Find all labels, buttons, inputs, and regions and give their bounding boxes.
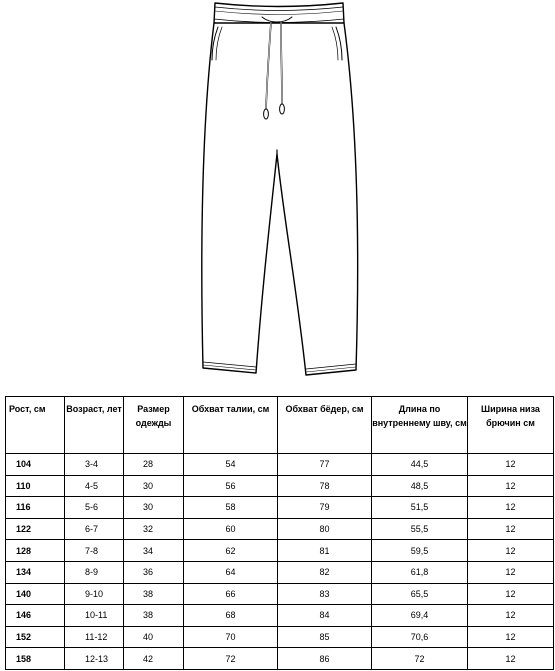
table-row — [6, 518, 554, 540]
table-row — [6, 454, 554, 476]
header-leg-width: Ширина низа брючин см — [468, 397, 554, 454]
cell-height: 104 — [6, 454, 65, 476]
cell-age: 10-11 — [65, 605, 124, 627]
cell-leg-width: 12 — [468, 497, 554, 519]
cell-waist: 72 — [184, 648, 278, 670]
cell-clothing-size: 34 — [124, 540, 184, 562]
cell-hips: 85 — [278, 626, 372, 648]
cell-inseam: 44,5 — [372, 454, 468, 476]
header-clothing-size: Размер одежды — [124, 397, 184, 454]
cell-age: 11-12 — [65, 626, 124, 648]
header-waist: Обхват талии, см — [184, 397, 278, 454]
table-header-row — [6, 397, 554, 454]
table-row — [6, 648, 554, 670]
cell-height: 122 — [6, 518, 65, 540]
header-hips: Обхват бёдер, см — [278, 397, 372, 454]
cell-age: 4-5 — [65, 475, 124, 497]
header-height: Рост, см — [6, 397, 65, 454]
cell-age: 3-4 — [65, 454, 124, 476]
cell-waist: 70 — [184, 626, 278, 648]
cell-inseam: 69,4 — [372, 605, 468, 627]
header-age: Возраст, лет — [65, 397, 124, 454]
cell-clothing-size: 32 — [124, 518, 184, 540]
cell-leg-width: 12 — [468, 475, 554, 497]
cell-hips: 83 — [278, 583, 372, 605]
cell-height: 116 — [6, 497, 65, 519]
table-row — [6, 561, 554, 583]
cell-leg-width: 12 — [468, 454, 554, 476]
table-row — [6, 475, 554, 497]
cell-hips: 81 — [278, 540, 372, 562]
cell-height: 158 — [6, 648, 65, 670]
cell-waist: 56 — [184, 475, 278, 497]
cell-leg-width: 12 — [468, 648, 554, 670]
cell-height: 140 — [6, 583, 65, 605]
cell-leg-width: 12 — [468, 540, 554, 562]
cell-hips: 77 — [278, 454, 372, 476]
size-table — [5, 396, 554, 670]
cell-inseam: 72 — [372, 648, 468, 670]
cell-height: 134 — [6, 561, 65, 583]
pants-outline — [202, 23, 358, 375]
cell-hips: 86 — [278, 648, 372, 670]
cell-clothing-size: 42 — [124, 648, 184, 670]
table-row — [6, 605, 554, 627]
cell-inseam: 61,8 — [372, 561, 468, 583]
cell-height: 152 — [6, 626, 65, 648]
cell-age: 6-7 — [65, 518, 124, 540]
cell-height: 128 — [6, 540, 65, 562]
cell-hips: 82 — [278, 561, 372, 583]
cell-clothing-size: 36 — [124, 561, 184, 583]
table-row — [6, 583, 554, 605]
cell-waist: 54 — [184, 454, 278, 476]
cell-hips: 79 — [278, 497, 372, 519]
cell-clothing-size: 40 — [124, 626, 184, 648]
header-inseam: Длина по внутреннему шву, см — [372, 397, 468, 454]
cell-inseam: 65,5 — [372, 583, 468, 605]
cell-age: 12-13 — [65, 648, 124, 670]
cell-age: 8-9 — [65, 561, 124, 583]
cell-waist: 64 — [184, 561, 278, 583]
cell-clothing-size: 28 — [124, 454, 184, 476]
cell-clothing-size: 38 — [124, 583, 184, 605]
cell-leg-width: 12 — [468, 605, 554, 627]
cell-waist: 68 — [184, 605, 278, 627]
table-row — [6, 497, 554, 519]
cell-waist: 66 — [184, 583, 278, 605]
cell-hips: 84 — [278, 605, 372, 627]
cell-waist: 58 — [184, 497, 278, 519]
cell-age: 5-6 — [65, 497, 124, 519]
cell-waist: 62 — [184, 540, 278, 562]
cell-height: 146 — [6, 605, 65, 627]
cell-clothing-size: 30 — [124, 497, 184, 519]
cell-leg-width: 12 — [468, 561, 554, 583]
cell-inseam: 55,5 — [372, 518, 468, 540]
cell-hips: 78 — [278, 475, 372, 497]
cell-waist: 60 — [184, 518, 278, 540]
table-row — [6, 540, 554, 562]
cell-inseam: 51,5 — [372, 497, 468, 519]
cell-clothing-size: 38 — [124, 605, 184, 627]
cell-leg-width: 12 — [468, 626, 554, 648]
cell-inseam: 70,6 — [372, 626, 468, 648]
cell-inseam: 59,5 — [372, 540, 468, 562]
cell-hips: 80 — [278, 518, 372, 540]
cell-leg-width: 12 — [468, 583, 554, 605]
cell-age: 7-8 — [65, 540, 124, 562]
cell-leg-width: 12 — [468, 518, 554, 540]
cell-inseam: 48,5 — [372, 475, 468, 497]
cell-age: 9-10 — [65, 583, 124, 605]
cell-height: 110 — [6, 475, 65, 497]
table-row — [6, 626, 554, 648]
cell-clothing-size: 30 — [124, 475, 184, 497]
